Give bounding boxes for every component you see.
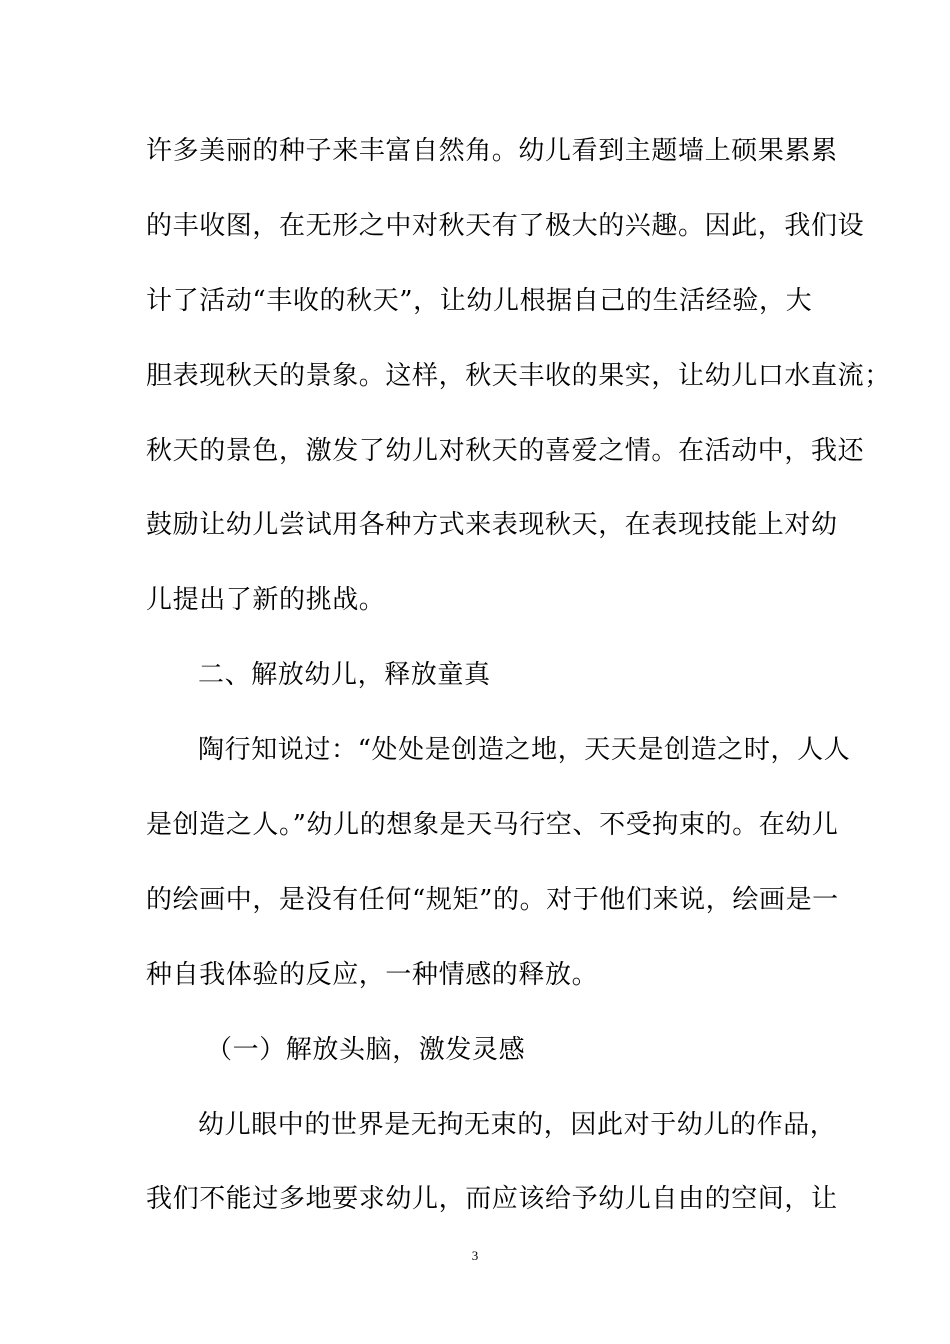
body-line: 的绘画中，是没有任何“规矩”的。对于他们来说，绘画是一 xyxy=(146,884,839,915)
body-line: 胆表现秋天的景象。这样，秋天丰收的果实，让幼儿口水直流； xyxy=(146,360,891,391)
paragraph-first-line: 陶行知说过：“处处是创造之地，天天是创造之时，人人 xyxy=(198,735,851,766)
document-body xyxy=(146,126,891,1249)
body-line: 许多美丽的种子来丰富自然角。幼儿看到主题墙上硕果累累 xyxy=(146,136,838,166)
body-line: 是创造之人。”幼儿的想象是天马行空、不受拘束的。在幼儿 xyxy=(146,810,839,841)
page-number: 3 xyxy=(471,1248,479,1263)
body-line: 的丰收图，在无形之中对秋天有了极大的兴趣。因此，我们设 xyxy=(146,210,865,241)
paragraph-first-line: 幼儿眼中的世界是无拘无束的，因此对于幼儿的作品， xyxy=(198,1109,837,1140)
subsection-heading: （一）解放头脑，激发灵感 xyxy=(206,1034,526,1065)
body-line: 鼓励让幼儿尝试用各种方式来表现秋天，在表现技能上对幼 xyxy=(146,510,838,541)
body-line: 我们不能过多地要求幼儿，而应该给予幼儿自由的空间，让 xyxy=(146,1184,838,1215)
body-line: 秋天的景色，激发了幼儿对秋天的喜爱之情。在活动中，我还 xyxy=(146,435,865,466)
body-line: 种自我体验的反应，一种情感的释放。 xyxy=(146,959,599,990)
body-line: 计了活动“丰收的秋天”，让幼儿根据自己的生活经验，大 xyxy=(146,285,813,316)
body-line: 儿提出了新的挑战。 xyxy=(146,585,386,616)
section-heading: 二、解放幼儿，释放童真 xyxy=(198,660,491,691)
